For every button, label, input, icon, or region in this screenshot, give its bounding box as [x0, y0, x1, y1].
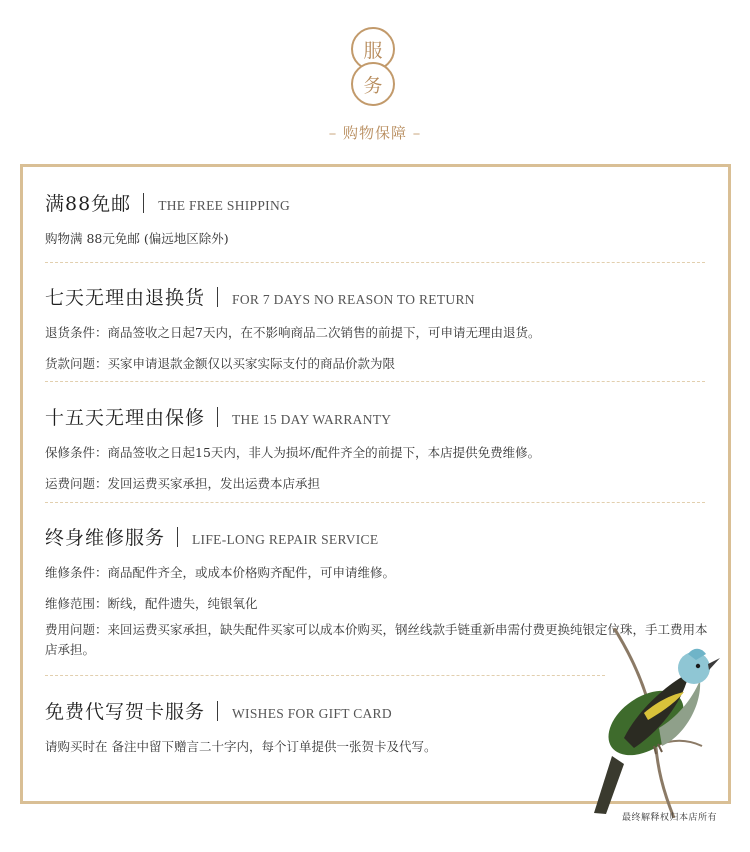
title-cn: 满88免邮: [45, 193, 132, 215]
section-free-shipping: [45, 189, 710, 247]
section-title: [45, 403, 710, 430]
dashed-divider: [45, 381, 705, 382]
section-line: 维修条件：商品配件齐全，或成本价格购齐配件，可申请维修。: [45, 565, 396, 580]
title-separator: [217, 287, 218, 307]
title-en: FOR 7 DAYS NO REASON TO RETURN: [232, 292, 475, 307]
section-line: 货款问题：买家申请退款金额仅以买家实际支付的商品价款为限: [45, 356, 396, 371]
title-en: THE FREE SHIPPING: [158, 198, 291, 213]
dashed-divider: [45, 502, 705, 503]
title-separator: [217, 701, 218, 721]
section-line: 费用问题：来回运费买家承担，缺失配件买家可以成本价购买，钢丝线款手链重新串需付费更换纯银定位珠，手工费用本店承担。: [45, 622, 708, 657]
dashed-divider: [45, 675, 605, 676]
title-separator: [143, 193, 144, 213]
title-en: LIFE-LONG REPAIR SERVICE: [192, 532, 379, 547]
title-en: THE 15 DAY WARRANTY: [232, 412, 392, 427]
section-title: [45, 523, 710, 550]
section-line: 保修条件：商品签收之日起15天内，非人为损坏/配件齐全的前提下，本店提供免费维修。: [45, 445, 541, 460]
dashed-divider: [45, 262, 705, 263]
title-cn: 免费代写贺卡服务: [45, 701, 206, 723]
title-separator: [177, 527, 178, 547]
section-7-day-return: [45, 283, 710, 372]
section-line: 退货条件：商品签收之日起7天内，在不影响商品二次销售的前提下，可申请无理由退货。: [45, 325, 541, 340]
title-separator: [217, 407, 218, 427]
title-cn: 七天无理由退换货: [45, 287, 206, 309]
footnote: 最终解释权归本店所有: [622, 813, 718, 823]
service-badge-bottom: 务: [351, 62, 395, 106]
title-en: WISHES FOR GIFT CARD: [232, 706, 392, 721]
section-line: 请购买时在 备注中留下赠言二十字内，每个订单提供一张贺卡及代写。: [45, 739, 437, 754]
section-subtitle: – 购物保障 –: [328, 124, 422, 142]
section-line: 运费问题：发回运费买家承担，发出运费本店承担: [45, 476, 321, 491]
bird-illustration: [584, 628, 724, 818]
title-cn: 终身维修服务: [45, 527, 166, 549]
section-title: [45, 189, 710, 216]
section-title: [45, 283, 710, 310]
section-15-day-warranty: [45, 403, 710, 492]
service-badge-top: 服: [351, 27, 395, 71]
section-line: 购物满 88元免邮 (偏远地区除外): [45, 231, 229, 246]
title-cn: 十五天无理由保修: [45, 407, 206, 429]
section-line: 维修范围：断线，配件遗失，纯银氧化: [45, 596, 258, 611]
subtitle-text: 购物保障: [342, 124, 407, 142]
